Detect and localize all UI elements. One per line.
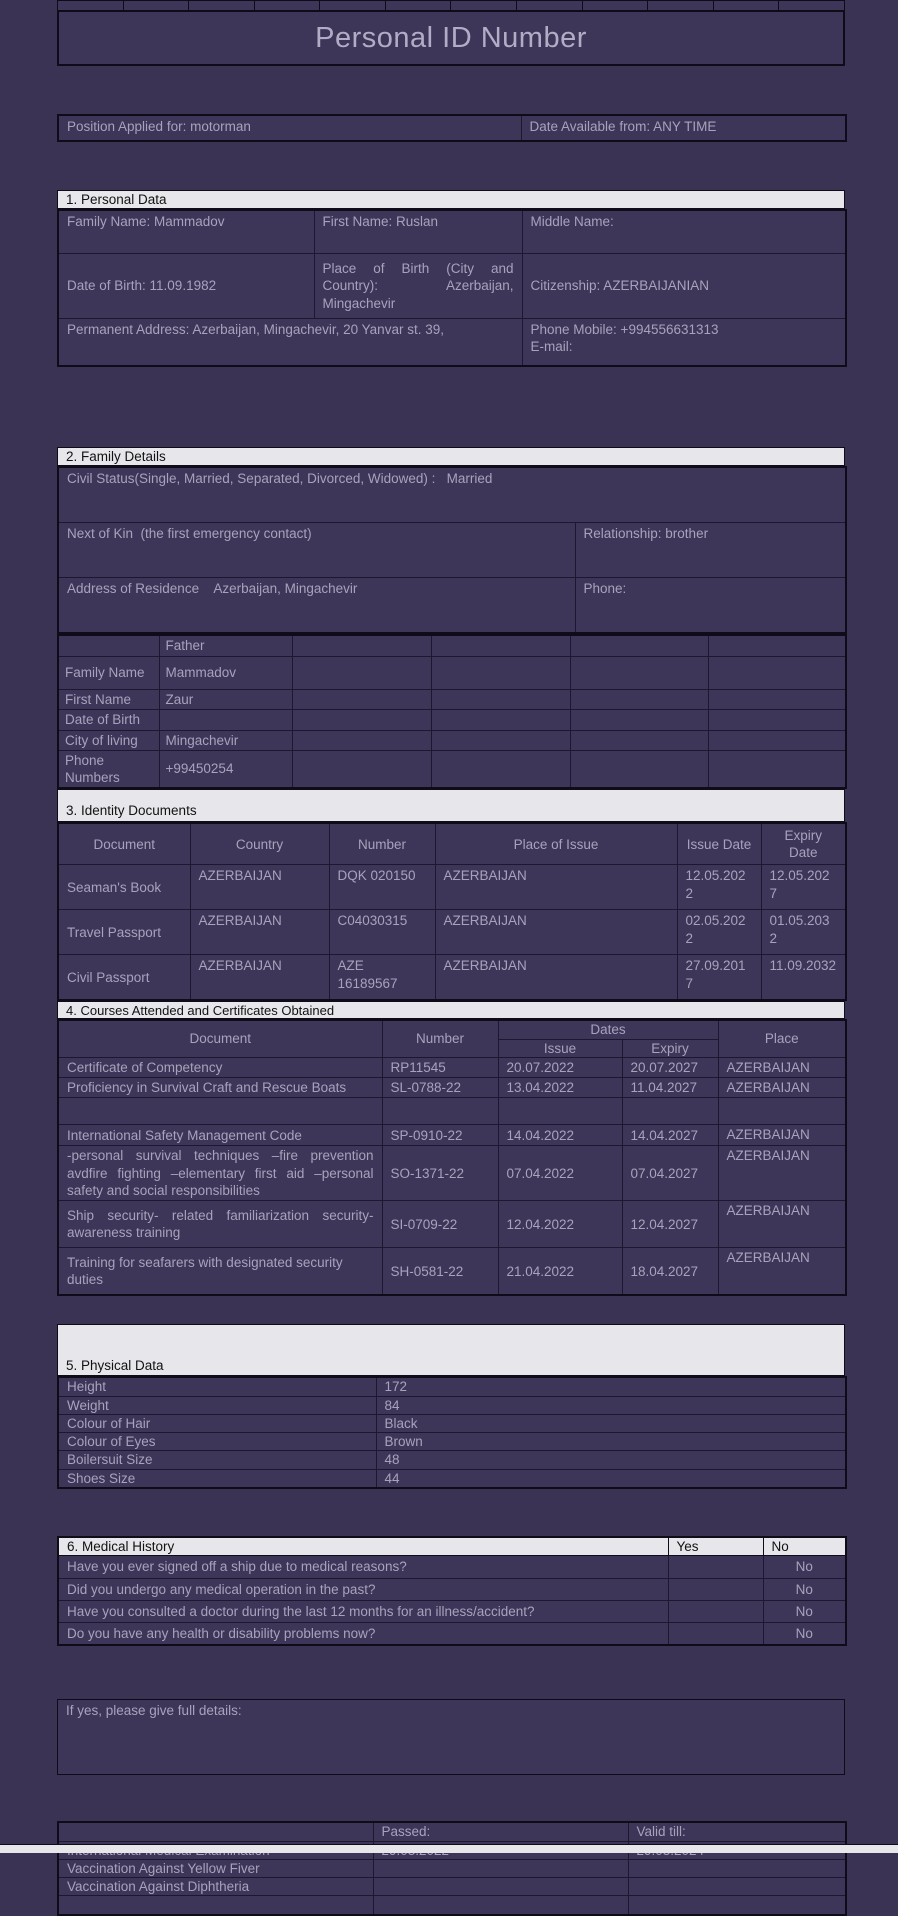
issue-date-cell: 12.05.2022 bbox=[677, 865, 761, 910]
place-cell: AZERBAIJAN bbox=[718, 1125, 846, 1146]
country-cell: AZERBAIJAN bbox=[190, 865, 329, 910]
no-answer-cell: No bbox=[763, 1578, 846, 1600]
blank-cell bbox=[570, 750, 708, 788]
identity-documents-table bbox=[57, 822, 847, 1001]
examinations-table bbox=[57, 1821, 847, 1916]
page-break-strip bbox=[0, 1844, 898, 1853]
blank-cell bbox=[708, 730, 846, 750]
table-row bbox=[58, 1201, 846, 1248]
table-row bbox=[58, 1600, 846, 1622]
course-name-cell: -personal survival techniques –fire prevention avdfire fighting –elementary first aid –personal safety and social responsibilities bbox=[58, 1146, 382, 1201]
country-cell: AZERBAIJAN bbox=[190, 955, 329, 1001]
id-digit-box bbox=[779, 0, 845, 10]
expiry-date-cell: 11.04.2027 bbox=[622, 1078, 718, 1098]
table-row bbox=[58, 1433, 846, 1451]
middle-name-cell: Middle Name: bbox=[522, 210, 846, 254]
email-text: E-mail: bbox=[530, 339, 573, 355]
blank-cell bbox=[570, 690, 708, 710]
row-label: Phone Numbers bbox=[58, 750, 159, 788]
issue-date-cell: 20.07.2022 bbox=[498, 1057, 622, 1077]
expiry-date-cell: 20.07.2027 bbox=[622, 1057, 718, 1077]
number-cell: SO-1371-22 bbox=[382, 1146, 498, 1201]
table-row bbox=[58, 710, 846, 730]
family-members-table bbox=[57, 634, 847, 789]
blank-cell bbox=[431, 635, 570, 657]
exam-name-cell: Vaccination Against Diphtheria bbox=[58, 1878, 373, 1896]
kin-phone-cell: Phone: bbox=[575, 578, 846, 634]
id-digit-box bbox=[320, 0, 386, 10]
id-digit-box bbox=[124, 0, 190, 10]
section-heading-family-details: 2. Family Details bbox=[57, 447, 845, 466]
blank-cell bbox=[58, 635, 159, 657]
expiry-date-cell: 11.09.2032 bbox=[761, 955, 846, 1001]
issue-date-cell bbox=[498, 1098, 622, 1125]
table-row bbox=[58, 635, 846, 657]
expiry-date-cell: 18.04.2027 bbox=[622, 1248, 718, 1296]
passed-date-cell bbox=[373, 1859, 628, 1877]
number-cell: DQK 020150 bbox=[329, 865, 435, 910]
medical-history-table bbox=[57, 1536, 847, 1646]
country-cell: AZERBAIJAN bbox=[190, 910, 329, 955]
table-row bbox=[58, 1248, 846, 1296]
table-row bbox=[58, 1098, 846, 1125]
table-row bbox=[58, 578, 846, 634]
expiry-date-cell: 12.04.2027 bbox=[622, 1201, 718, 1248]
expiry-date-cell bbox=[622, 1098, 718, 1125]
table-row bbox=[58, 910, 846, 955]
col-header-number: Number bbox=[329, 823, 435, 865]
blank-cell bbox=[292, 730, 431, 750]
phone-email-cell bbox=[522, 319, 846, 367]
col-header-country: Country bbox=[190, 823, 329, 865]
id-digit-box bbox=[255, 0, 321, 10]
valid-date-cell bbox=[628, 1896, 846, 1916]
table-row bbox=[58, 955, 846, 1001]
document-name-cell: Civil Passport bbox=[58, 955, 190, 1001]
first-name-cell: First Name: Ruslan bbox=[314, 210, 522, 254]
col-header-expiry-date: Expiry Date bbox=[761, 823, 846, 865]
section-heading-medical-history: 6. Medical History bbox=[58, 1537, 668, 1556]
yes-answer-cell bbox=[668, 1600, 763, 1622]
row-value: Black bbox=[376, 1414, 846, 1432]
civil-status-cell: Civil Status(Single, Married, Separated, Divorced, Widowed) : Married bbox=[58, 467, 846, 523]
row-label: First Name bbox=[58, 690, 159, 710]
row-label: Boilersuit Size bbox=[58, 1451, 376, 1469]
question-cell: Have you ever signed off a ship due to medical reasons? bbox=[58, 1556, 668, 1578]
blank-cell bbox=[292, 690, 431, 710]
section-heading-physical-data: 5. Physical Data bbox=[57, 1324, 845, 1376]
section-heading-personal-data: 1. Personal Data bbox=[57, 190, 845, 209]
col-header-no: No bbox=[763, 1537, 846, 1556]
question-cell: Have you consulted a doctor during the last 12 months for an illness/accident? bbox=[58, 1600, 668, 1622]
table-row bbox=[58, 1396, 846, 1414]
no-answer-cell: No bbox=[763, 1600, 846, 1622]
col-header-dates: Dates bbox=[498, 1020, 718, 1039]
next-of-kin-cell: Next of Kin (the first emergency contact) bbox=[58, 523, 575, 578]
blank-cell bbox=[431, 710, 570, 730]
blank-cell bbox=[570, 710, 708, 730]
table-row bbox=[58, 1623, 846, 1646]
table-row bbox=[58, 1414, 846, 1432]
row-label: Height bbox=[58, 1377, 376, 1396]
table-row bbox=[58, 319, 846, 367]
table-row bbox=[58, 1125, 846, 1146]
place-cell: AZERBAIJAN bbox=[718, 1201, 846, 1248]
table-row bbox=[58, 1469, 846, 1488]
physical-data-table bbox=[57, 1376, 847, 1489]
blank-cell bbox=[431, 657, 570, 690]
col-header-place-of-issue: Place of Issue bbox=[435, 823, 677, 865]
relationship-cell: Relationship: brother bbox=[575, 523, 846, 578]
blank-cell bbox=[570, 635, 708, 657]
row-label: Date of Birth bbox=[58, 710, 159, 730]
id-digit-box bbox=[714, 0, 780, 10]
blank-cell bbox=[292, 635, 431, 657]
row-label: Weight bbox=[58, 1396, 376, 1414]
blank-cell bbox=[708, 635, 846, 657]
table-row bbox=[58, 115, 846, 141]
issue-date-cell: 14.04.2022 bbox=[498, 1125, 622, 1146]
yes-answer-cell bbox=[668, 1623, 763, 1646]
date-available-cell: Date Available from: ANY TIME bbox=[521, 115, 846, 141]
courses-table bbox=[57, 1019, 847, 1296]
family-details-table bbox=[57, 466, 847, 634]
valid-date-cell bbox=[628, 1859, 846, 1877]
yes-answer-cell bbox=[668, 1556, 763, 1578]
place-cell: AZERBAIJAN bbox=[435, 955, 677, 1001]
phone-mobile-text: Phone Mobile: +994556631313 bbox=[530, 322, 719, 337]
valid-date-cell bbox=[628, 1878, 846, 1896]
id-digit-box bbox=[583, 0, 649, 10]
issue-date-cell: 12.04.2022 bbox=[498, 1201, 622, 1248]
row-value: 84 bbox=[376, 1396, 846, 1414]
col-header-passed: Passed: bbox=[373, 1822, 628, 1841]
father-value bbox=[159, 710, 292, 730]
id-digit-box bbox=[386, 0, 452, 10]
table-row bbox=[58, 523, 846, 578]
col-header-expiry: Expiry bbox=[622, 1039, 718, 1057]
table-row bbox=[58, 1020, 846, 1039]
no-answer-cell: No bbox=[763, 1556, 846, 1578]
place-cell: AZERBAIJAN bbox=[718, 1078, 846, 1098]
date-of-birth-cell: Date of Birth: 11.09.1982 bbox=[58, 254, 314, 319]
number-cell: SP-0910-22 bbox=[382, 1125, 498, 1146]
row-value: 48 bbox=[376, 1451, 846, 1469]
table-row bbox=[58, 254, 846, 319]
father-value: Zaur bbox=[159, 690, 292, 710]
number-cell: SH-0581-22 bbox=[382, 1248, 498, 1296]
expiry-date-cell: 01.05.2032 bbox=[761, 910, 846, 955]
personal-data-table bbox=[57, 209, 847, 367]
id-digit-boxes bbox=[57, 0, 845, 10]
blank-cell bbox=[708, 710, 846, 730]
place-cell bbox=[718, 1098, 846, 1125]
table-row bbox=[58, 210, 846, 254]
no-answer-cell: No bbox=[763, 1623, 846, 1646]
place-of-birth-cell: Place of Birth (City and Country): Azerbaijan, Mingachevir bbox=[314, 254, 522, 319]
personal-id-form bbox=[57, 0, 845, 1916]
row-label: Family Name bbox=[58, 657, 159, 690]
id-digit-box bbox=[517, 0, 583, 10]
table-row bbox=[58, 1556, 846, 1578]
col-header-issue: Issue bbox=[498, 1039, 622, 1057]
course-name-cell: Training for seafarers with designated security duties bbox=[58, 1248, 382, 1296]
number-cell: AZE 16189567 bbox=[329, 955, 435, 1001]
blank-cell bbox=[292, 657, 431, 690]
blank-cell bbox=[292, 750, 431, 788]
number-cell: C04030315 bbox=[329, 910, 435, 955]
col-header-document: Document bbox=[58, 823, 190, 865]
row-value: Brown bbox=[376, 1433, 846, 1451]
address-of-residence-cell: Address of Residence Azerbaijan, Mingachevir bbox=[58, 578, 575, 634]
exam-name-cell: Vaccination Against Yellow Fiver bbox=[58, 1859, 373, 1877]
row-value: 172 bbox=[376, 1377, 846, 1396]
expiry-date-cell: 07.04.2027 bbox=[622, 1146, 718, 1201]
table-row bbox=[58, 1822, 846, 1841]
yes-answer-cell bbox=[668, 1578, 763, 1600]
blank-cell bbox=[570, 730, 708, 750]
course-name-cell: Ship security- related familiarization security-awareness training bbox=[58, 1201, 382, 1248]
course-name-cell: Proficiency in Survival Craft and Rescue Boats bbox=[58, 1078, 382, 1098]
number-cell bbox=[382, 1098, 498, 1125]
place-cell: AZERBAIJAN bbox=[435, 865, 677, 910]
table-row bbox=[58, 750, 846, 788]
page-title: Personal ID Number bbox=[57, 10, 845, 66]
permanent-address-cell: Permanent Address: Azerbaijan, Mingachevir, 20 Yanvar st. 39, bbox=[58, 319, 522, 367]
row-label: City of living bbox=[58, 730, 159, 750]
col-header-valid-till: Valid till: bbox=[628, 1822, 846, 1841]
row-label: Shoes Size bbox=[58, 1469, 376, 1488]
blank-cell bbox=[58, 1822, 373, 1841]
id-digit-box bbox=[189, 0, 255, 10]
issue-date-cell: 07.04.2022 bbox=[498, 1146, 622, 1201]
col-header-yes: Yes bbox=[668, 1537, 763, 1556]
table-row bbox=[58, 1377, 846, 1396]
number-cell: SI-0709-22 bbox=[382, 1201, 498, 1248]
table-row bbox=[58, 1057, 846, 1077]
place-cell: AZERBAIJAN bbox=[718, 1146, 846, 1201]
course-name-cell: International Safety Management Code bbox=[58, 1125, 382, 1146]
issue-date-cell: 27.09.2017 bbox=[677, 955, 761, 1001]
table-row bbox=[58, 1878, 846, 1896]
blank-cell bbox=[431, 730, 570, 750]
father-column-header: Father bbox=[159, 635, 292, 657]
father-value: Mammadov bbox=[159, 657, 292, 690]
table-row bbox=[58, 865, 846, 910]
section-heading-identity-documents: 3. Identity Documents bbox=[57, 789, 845, 822]
blank-cell bbox=[431, 750, 570, 788]
father-value: +99450254 bbox=[159, 750, 292, 788]
number-cell: SL-0788-22 bbox=[382, 1078, 498, 1098]
row-value: 44 bbox=[376, 1469, 846, 1488]
id-digit-box bbox=[648, 0, 714, 10]
col-header-issue-date: Issue Date bbox=[677, 823, 761, 865]
table-row bbox=[58, 1078, 846, 1098]
table-row bbox=[58, 730, 846, 750]
place-cell: AZERBAIJAN bbox=[718, 1057, 846, 1077]
medical-details-box: If yes, please give full details: bbox=[57, 1699, 845, 1775]
passed-date-cell bbox=[373, 1878, 628, 1896]
table-row bbox=[58, 1146, 846, 1201]
section-heading-courses: 4. Courses Attended and Certificates Obtained bbox=[57, 1001, 845, 1019]
col-header-place: Place bbox=[718, 1020, 846, 1057]
blank-cell bbox=[431, 690, 570, 710]
table-row bbox=[58, 1451, 846, 1469]
position-table bbox=[57, 114, 847, 142]
col-header-number: Number bbox=[382, 1020, 498, 1057]
question-cell: Did you undergo any medical operation in the past? bbox=[58, 1578, 668, 1600]
table-row bbox=[58, 1537, 846, 1556]
blank-cell bbox=[708, 750, 846, 788]
place-cell: AZERBAIJAN bbox=[718, 1248, 846, 1296]
document-name-cell: Seaman's Book bbox=[58, 865, 190, 910]
expiry-date-cell: 14.04.2027 bbox=[622, 1125, 718, 1146]
blank-cell bbox=[708, 690, 846, 710]
table-row bbox=[58, 823, 846, 865]
citizenship-cell: Citizenship: AZERBAIJANIAN bbox=[522, 254, 846, 319]
id-digit-box bbox=[57, 0, 124, 10]
place-cell: AZERBAIJAN bbox=[435, 910, 677, 955]
number-cell: RP11545 bbox=[382, 1057, 498, 1077]
blank-cell bbox=[292, 710, 431, 730]
issue-date-cell: 02.05.2022 bbox=[677, 910, 761, 955]
course-name-cell bbox=[58, 1098, 382, 1125]
blank-cell bbox=[570, 657, 708, 690]
table-row bbox=[58, 657, 846, 690]
issue-date-cell: 13.04.2022 bbox=[498, 1078, 622, 1098]
table-row bbox=[58, 690, 846, 710]
family-name-cell: Family Name: Mammadov bbox=[58, 210, 314, 254]
table-row bbox=[58, 467, 846, 523]
course-name-cell: Certificate of Competency bbox=[58, 1057, 382, 1077]
document-name-cell: Travel Passport bbox=[58, 910, 190, 955]
table-row bbox=[58, 1896, 846, 1916]
position-applied-cell: Position Applied for: motorman bbox=[58, 115, 521, 141]
father-value: Mingachevir bbox=[159, 730, 292, 750]
passed-date-cell bbox=[373, 1896, 628, 1916]
question-cell: Do you have any health or disability problems now? bbox=[58, 1623, 668, 1646]
row-label: Colour of Hair bbox=[58, 1414, 376, 1432]
expiry-date-cell: 12.05.2027 bbox=[761, 865, 846, 910]
blank-cell bbox=[708, 657, 846, 690]
row-label: Colour of Eyes bbox=[58, 1433, 376, 1451]
exam-name-cell bbox=[58, 1896, 373, 1916]
col-header-document: Document bbox=[58, 1020, 382, 1057]
issue-date-cell: 21.04.2022 bbox=[498, 1248, 622, 1296]
id-digit-box bbox=[451, 0, 517, 10]
table-row bbox=[58, 1859, 846, 1877]
table-row bbox=[58, 1578, 846, 1600]
